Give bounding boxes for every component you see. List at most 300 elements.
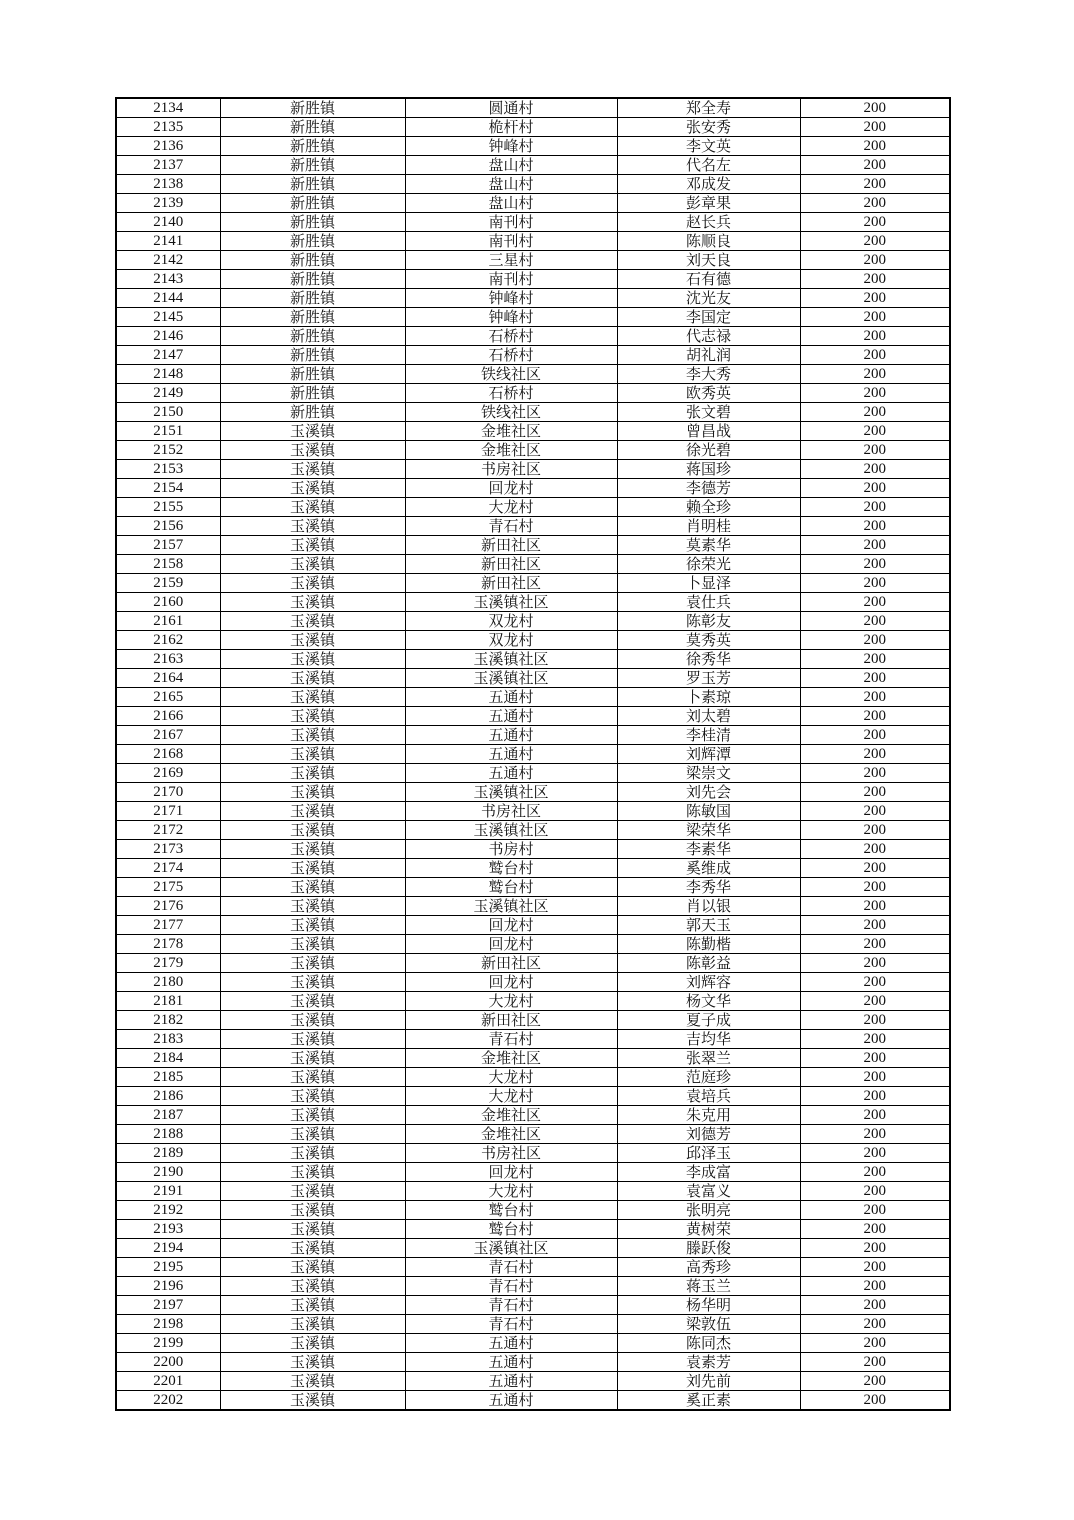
table-row	[116, 916, 950, 935]
person-name-cell: 沈光友	[617, 289, 800, 308]
town-cell: 玉溪镇	[220, 498, 405, 517]
person-name-cell: 张明亮	[617, 1201, 800, 1220]
serial-number-cell: 2176	[116, 897, 220, 916]
table-row	[116, 802, 950, 821]
person-name-cell: 徐秀华	[617, 650, 800, 669]
serial-number-cell: 2196	[116, 1277, 220, 1296]
amount-cell: 200	[800, 1296, 950, 1315]
amount-cell: 200	[800, 270, 950, 289]
serial-number-cell: 2170	[116, 783, 220, 802]
person-name-cell: 袁仕兵	[617, 593, 800, 612]
town-cell: 新胜镇	[220, 327, 405, 346]
village-cell: 五通村	[405, 1391, 617, 1411]
town-cell: 玉溪镇	[220, 859, 405, 878]
serial-number-cell: 2149	[116, 384, 220, 403]
serial-number-cell: 2155	[116, 498, 220, 517]
amount-cell: 200	[800, 536, 950, 555]
serial-number-cell: 2173	[116, 840, 220, 859]
table-row	[116, 764, 950, 783]
town-cell: 玉溪镇	[220, 631, 405, 650]
town-cell: 新胜镇	[220, 289, 405, 308]
town-cell: 新胜镇	[220, 308, 405, 327]
amount-cell: 200	[800, 517, 950, 536]
town-cell: 玉溪镇	[220, 745, 405, 764]
amount-cell: 200	[800, 1182, 950, 1201]
amount-cell: 200	[800, 631, 950, 650]
village-cell: 青石村	[405, 1030, 617, 1049]
serial-number-cell: 2197	[116, 1296, 220, 1315]
person-name-cell: 李素华	[617, 840, 800, 859]
serial-number-cell: 2188	[116, 1125, 220, 1144]
person-name-cell: 曾昌战	[617, 422, 800, 441]
person-name-cell: 莫秀英	[617, 631, 800, 650]
serial-number-cell: 2151	[116, 422, 220, 441]
town-cell: 玉溪镇	[220, 593, 405, 612]
person-name-cell: 卜素琼	[617, 688, 800, 707]
table-row	[116, 460, 950, 479]
village-cell: 书房村	[405, 840, 617, 859]
amount-cell: 200	[800, 1220, 950, 1239]
person-name-cell: 梁敦伍	[617, 1315, 800, 1334]
village-cell: 盘山村	[405, 156, 617, 175]
table-row	[116, 1030, 950, 1049]
town-cell: 玉溪镇	[220, 1334, 405, 1353]
amount-cell: 200	[800, 916, 950, 935]
table-row	[116, 1163, 950, 1182]
serial-number-cell: 2202	[116, 1391, 220, 1411]
village-cell: 新田社区	[405, 536, 617, 555]
town-cell: 玉溪镇	[220, 612, 405, 631]
village-cell: 回龙村	[405, 935, 617, 954]
amount-cell: 200	[800, 574, 950, 593]
person-name-cell: 李桂清	[617, 726, 800, 745]
amount-cell: 200	[800, 1353, 950, 1372]
table-row	[116, 1277, 950, 1296]
village-cell: 五通村	[405, 1372, 617, 1391]
serial-number-cell: 2185	[116, 1068, 220, 1087]
village-cell: 桅杆村	[405, 118, 617, 137]
town-cell: 玉溪镇	[220, 726, 405, 745]
town-cell: 玉溪镇	[220, 783, 405, 802]
amount-cell: 200	[800, 669, 950, 688]
village-cell: 新田社区	[405, 954, 617, 973]
village-cell: 玉溪镇社区	[405, 669, 617, 688]
table-row	[116, 498, 950, 517]
serial-number-cell: 2144	[116, 289, 220, 308]
serial-number-cell: 2166	[116, 707, 220, 726]
table-row	[116, 346, 950, 365]
village-cell: 大龙村	[405, 1087, 617, 1106]
amount-cell: 200	[800, 555, 950, 574]
town-cell: 新胜镇	[220, 118, 405, 137]
amount-cell: 200	[800, 1315, 950, 1334]
table-row	[116, 536, 950, 555]
town-cell: 玉溪镇	[220, 897, 405, 916]
amount-cell: 200	[800, 593, 950, 612]
person-name-cell: 刘先会	[617, 783, 800, 802]
amount-cell: 200	[800, 707, 950, 726]
person-name-cell: 杨华明	[617, 1296, 800, 1315]
town-cell: 新胜镇	[220, 156, 405, 175]
village-cell: 钟峰村	[405, 137, 617, 156]
person-name-cell: 刘德芳	[617, 1125, 800, 1144]
person-name-cell: 张文碧	[617, 403, 800, 422]
village-cell: 金堆社区	[405, 1049, 617, 1068]
person-name-cell: 奚维成	[617, 859, 800, 878]
serial-number-cell: 2181	[116, 992, 220, 1011]
amount-cell: 200	[800, 973, 950, 992]
serial-number-cell: 2193	[116, 1220, 220, 1239]
table-row	[116, 1353, 950, 1372]
person-name-cell: 袁素芳	[617, 1353, 800, 1372]
amount-cell: 200	[800, 1144, 950, 1163]
village-cell: 金堆社区	[405, 1106, 617, 1125]
table-row	[116, 973, 950, 992]
amount-cell: 200	[800, 384, 950, 403]
serial-number-cell: 2154	[116, 479, 220, 498]
amount-cell: 200	[800, 1030, 950, 1049]
village-cell: 玉溪镇社区	[405, 1239, 617, 1258]
table-row	[116, 175, 950, 194]
serial-number-cell: 2153	[116, 460, 220, 479]
town-cell: 玉溪镇	[220, 916, 405, 935]
village-cell: 南刊村	[405, 232, 617, 251]
serial-number-cell: 2161	[116, 612, 220, 631]
village-cell: 金堆社区	[405, 1125, 617, 1144]
amount-cell: 200	[800, 1125, 950, 1144]
amount-cell: 200	[800, 460, 950, 479]
serial-number-cell: 2187	[116, 1106, 220, 1125]
village-cell: 大龙村	[405, 498, 617, 517]
town-cell: 玉溪镇	[220, 764, 405, 783]
amount-cell: 200	[800, 1087, 950, 1106]
person-name-cell: 陈勤楷	[617, 935, 800, 954]
amount-cell: 200	[800, 251, 950, 270]
person-name-cell: 郑全寿	[617, 98, 800, 118]
person-name-cell: 蒋玉兰	[617, 1277, 800, 1296]
serial-number-cell: 2148	[116, 365, 220, 384]
amount-cell: 200	[800, 612, 950, 631]
serial-number-cell: 2160	[116, 593, 220, 612]
village-cell: 金堆社区	[405, 422, 617, 441]
village-cell: 青石村	[405, 1277, 617, 1296]
table-row	[116, 308, 950, 327]
town-cell: 玉溪镇	[220, 954, 405, 973]
amount-cell: 200	[800, 859, 950, 878]
serial-number-cell: 2177	[116, 916, 220, 935]
person-name-cell: 陈顺良	[617, 232, 800, 251]
person-name-cell: 邓成发	[617, 175, 800, 194]
serial-number-cell: 2140	[116, 213, 220, 232]
table-row	[116, 821, 950, 840]
amount-cell: 200	[800, 650, 950, 669]
amount-cell: 200	[800, 821, 950, 840]
serial-number-cell: 2162	[116, 631, 220, 650]
table-row	[116, 384, 950, 403]
amount-cell: 200	[800, 1106, 950, 1125]
person-name-cell: 梁荣华	[617, 821, 800, 840]
person-name-cell: 石有德	[617, 270, 800, 289]
village-cell: 钟峰村	[405, 289, 617, 308]
serial-number-cell: 2150	[116, 403, 220, 422]
amount-cell: 200	[800, 137, 950, 156]
table-row	[116, 422, 950, 441]
amount-cell: 200	[800, 1258, 950, 1277]
amount-cell: 200	[800, 935, 950, 954]
town-cell: 玉溪镇	[220, 1353, 405, 1372]
amount-cell: 200	[800, 232, 950, 251]
amount-cell: 200	[800, 840, 950, 859]
village-cell: 书房社区	[405, 1144, 617, 1163]
amount-cell: 200	[800, 1049, 950, 1068]
serial-number-cell: 2138	[116, 175, 220, 194]
town-cell: 玉溪镇	[220, 1315, 405, 1334]
serial-number-cell: 2195	[116, 1258, 220, 1277]
table-row	[116, 118, 950, 137]
town-cell: 玉溪镇	[220, 555, 405, 574]
village-cell: 青石村	[405, 517, 617, 536]
serial-number-cell: 2146	[116, 327, 220, 346]
table-row	[116, 1239, 950, 1258]
village-cell: 圆通村	[405, 98, 617, 118]
amount-cell: 200	[800, 498, 950, 517]
amount-cell: 200	[800, 726, 950, 745]
serial-number-cell: 2165	[116, 688, 220, 707]
serial-number-cell: 2142	[116, 251, 220, 270]
table-row	[116, 1258, 950, 1277]
table-row	[116, 327, 950, 346]
town-cell: 玉溪镇	[220, 1296, 405, 1315]
table-row	[116, 745, 950, 764]
amount-cell: 200	[800, 802, 950, 821]
village-cell: 五通村	[405, 1334, 617, 1353]
serial-number-cell: 2134	[116, 98, 220, 118]
serial-number-cell: 2191	[116, 1182, 220, 1201]
serial-number-cell: 2200	[116, 1353, 220, 1372]
village-cell: 五通村	[405, 764, 617, 783]
serial-number-cell: 2180	[116, 973, 220, 992]
serial-number-cell: 2158	[116, 555, 220, 574]
person-name-cell: 肖以银	[617, 897, 800, 916]
person-name-cell: 赖全珍	[617, 498, 800, 517]
table-row	[116, 840, 950, 859]
serial-number-cell: 2179	[116, 954, 220, 973]
person-name-cell: 刘天良	[617, 251, 800, 270]
town-cell: 新胜镇	[220, 194, 405, 213]
roster-table-body	[116, 98, 950, 1410]
town-cell: 玉溪镇	[220, 1106, 405, 1125]
person-name-cell: 陈彰友	[617, 612, 800, 631]
table-row	[116, 1182, 950, 1201]
town-cell: 新胜镇	[220, 384, 405, 403]
table-row	[116, 897, 950, 916]
village-cell: 石桥村	[405, 346, 617, 365]
amount-cell: 200	[800, 1011, 950, 1030]
person-name-cell: 刘太碧	[617, 707, 800, 726]
table-row	[116, 859, 950, 878]
person-name-cell: 胡礼润	[617, 346, 800, 365]
village-cell: 书房社区	[405, 802, 617, 821]
town-cell: 玉溪镇	[220, 1201, 405, 1220]
amount-cell: 200	[800, 764, 950, 783]
amount-cell: 200	[800, 1068, 950, 1087]
person-name-cell: 代名左	[617, 156, 800, 175]
person-name-cell: 徐荣光	[617, 555, 800, 574]
serial-number-cell: 2172	[116, 821, 220, 840]
amount-cell: 200	[800, 992, 950, 1011]
table-row	[116, 935, 950, 954]
person-name-cell: 范庭珍	[617, 1068, 800, 1087]
amount-cell: 200	[800, 308, 950, 327]
person-name-cell: 袁富义	[617, 1182, 800, 1201]
town-cell: 玉溪镇	[220, 1220, 405, 1239]
village-cell: 大龙村	[405, 1068, 617, 1087]
town-cell: 玉溪镇	[220, 1277, 405, 1296]
town-cell: 新胜镇	[220, 365, 405, 384]
serial-number-cell: 2192	[116, 1201, 220, 1220]
village-cell: 回龙村	[405, 479, 617, 498]
village-cell: 鹫台村	[405, 1201, 617, 1220]
town-cell: 玉溪镇	[220, 460, 405, 479]
table-row	[116, 1049, 950, 1068]
town-cell: 玉溪镇	[220, 1182, 405, 1201]
person-name-cell: 欧秀英	[617, 384, 800, 403]
table-row	[116, 631, 950, 650]
table-row	[116, 1144, 950, 1163]
town-cell: 玉溪镇	[220, 1239, 405, 1258]
table-row	[116, 365, 950, 384]
village-cell: 双龙村	[405, 612, 617, 631]
person-name-cell: 滕跃俊	[617, 1239, 800, 1258]
person-name-cell: 梁崇文	[617, 764, 800, 783]
village-cell: 新田社区	[405, 1011, 617, 1030]
town-cell: 玉溪镇	[220, 707, 405, 726]
amount-cell: 200	[800, 878, 950, 897]
amount-cell: 200	[800, 118, 950, 137]
serial-number-cell: 2143	[116, 270, 220, 289]
town-cell: 新胜镇	[220, 175, 405, 194]
village-cell: 南刊村	[405, 270, 617, 289]
person-name-cell: 奚正素	[617, 1391, 800, 1411]
serial-number-cell: 2157	[116, 536, 220, 555]
village-cell: 玉溪镇社区	[405, 593, 617, 612]
table-row	[116, 555, 950, 574]
person-name-cell: 黄树荣	[617, 1220, 800, 1239]
town-cell: 玉溪镇	[220, 517, 405, 536]
town-cell: 玉溪镇	[220, 441, 405, 460]
person-name-cell: 李成富	[617, 1163, 800, 1182]
village-cell: 金堆社区	[405, 441, 617, 460]
table-row	[116, 213, 950, 232]
person-name-cell: 卜显泽	[617, 574, 800, 593]
amount-cell: 200	[800, 1163, 950, 1182]
person-name-cell: 朱克用	[617, 1106, 800, 1125]
table-row	[116, 1068, 950, 1087]
table-row	[116, 1087, 950, 1106]
table-row	[116, 441, 950, 460]
amount-cell: 200	[800, 327, 950, 346]
serial-number-cell: 2145	[116, 308, 220, 327]
amount-cell: 200	[800, 783, 950, 802]
table-row	[116, 574, 950, 593]
person-name-cell: 李文英	[617, 137, 800, 156]
town-cell: 玉溪镇	[220, 650, 405, 669]
person-name-cell: 李德芳	[617, 479, 800, 498]
table-row	[116, 669, 950, 688]
town-cell: 新胜镇	[220, 137, 405, 156]
amount-cell: 200	[800, 688, 950, 707]
amount-cell: 200	[800, 194, 950, 213]
table-row	[116, 1296, 950, 1315]
table-row	[116, 688, 950, 707]
table-row	[116, 878, 950, 897]
serial-number-cell: 2135	[116, 118, 220, 137]
serial-number-cell: 2139	[116, 194, 220, 213]
village-cell: 南刊村	[405, 213, 617, 232]
town-cell: 玉溪镇	[220, 1391, 405, 1411]
person-name-cell: 张安秀	[617, 118, 800, 137]
town-cell: 新胜镇	[220, 98, 405, 118]
person-name-cell: 高秀珍	[617, 1258, 800, 1277]
roster-table	[115, 97, 951, 1411]
person-name-cell: 袁培兵	[617, 1087, 800, 1106]
town-cell: 玉溪镇	[220, 935, 405, 954]
table-row	[116, 98, 950, 118]
person-name-cell: 罗玉芳	[617, 669, 800, 688]
person-name-cell: 刘先前	[617, 1372, 800, 1391]
table-row	[116, 251, 950, 270]
person-name-cell: 李大秀	[617, 365, 800, 384]
town-cell: 玉溪镇	[220, 1087, 405, 1106]
village-cell: 三星村	[405, 251, 617, 270]
town-cell: 玉溪镇	[220, 973, 405, 992]
village-cell: 五通村	[405, 1353, 617, 1372]
serial-number-cell: 2167	[116, 726, 220, 745]
amount-cell: 200	[800, 213, 950, 232]
village-cell: 玉溪镇社区	[405, 897, 617, 916]
person-name-cell: 李秀华	[617, 878, 800, 897]
town-cell: 玉溪镇	[220, 1144, 405, 1163]
village-cell: 新田社区	[405, 574, 617, 593]
table-row	[116, 650, 950, 669]
table-row	[116, 1334, 950, 1353]
town-cell: 新胜镇	[220, 232, 405, 251]
person-name-cell: 夏子成	[617, 1011, 800, 1030]
serial-number-cell: 2175	[116, 878, 220, 897]
table-row	[116, 992, 950, 1011]
village-cell: 玉溪镇社区	[405, 783, 617, 802]
town-cell: 玉溪镇	[220, 992, 405, 1011]
village-cell: 玉溪镇社区	[405, 821, 617, 840]
amount-cell: 200	[800, 156, 950, 175]
table-row	[116, 726, 950, 745]
person-name-cell: 杨文华	[617, 992, 800, 1011]
town-cell: 玉溪镇	[220, 688, 405, 707]
table-row	[116, 1201, 950, 1220]
person-name-cell: 陈敏国	[617, 802, 800, 821]
town-cell: 玉溪镇	[220, 536, 405, 555]
town-cell: 玉溪镇	[220, 574, 405, 593]
person-name-cell: 刘辉潭	[617, 745, 800, 764]
table-row	[116, 137, 950, 156]
village-cell: 五通村	[405, 688, 617, 707]
serial-number-cell: 2182	[116, 1011, 220, 1030]
village-cell: 五通村	[405, 745, 617, 764]
town-cell: 玉溪镇	[220, 1258, 405, 1277]
table-row	[116, 194, 950, 213]
serial-number-cell: 2184	[116, 1049, 220, 1068]
serial-number-cell: 2174	[116, 859, 220, 878]
